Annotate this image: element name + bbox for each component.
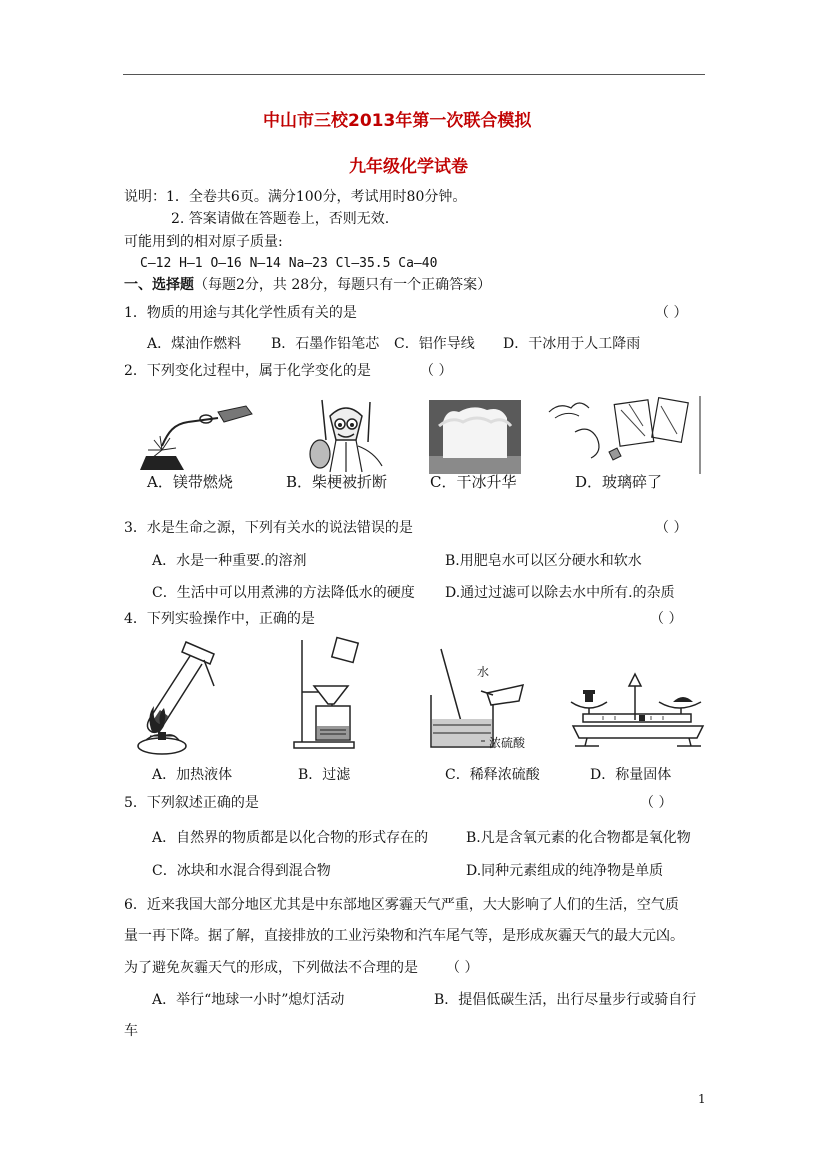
q2-option-b: B．柴梗被折断 — [286, 473, 388, 491]
q1-option-a: A．煤油作燃料 — [147, 336, 242, 352]
label-water: 水 — [477, 665, 490, 679]
atomic-mass-label: 可能用到的相对原子质量: — [124, 234, 283, 250]
note-line-1: 说明：1．全卷共6页。满分100分，考试用时80分钟。 — [124, 189, 467, 205]
section-description: （每题2分，共 28分，每题只有一个正确答案） — [194, 277, 492, 293]
question-2-stem: 2．下列变化过程中，属于化学变化的是 — [124, 363, 371, 379]
figure-magnesium-burning — [134, 398, 264, 474]
figure-dilute-sulfuric-acid — [425, 645, 545, 755]
section-heading — [124, 276, 491, 294]
exam-title: 中山市三校2013年第一次联合模拟 — [263, 111, 532, 131]
question-1-stem: 1．物质的用途与其化学性质有关的是 — [124, 305, 357, 321]
figure-filtration — [290, 636, 370, 751]
question-3-stem: 3．水是生命之源，下列有关水的说法错误的是 — [124, 520, 413, 536]
question-4-stem: 4．下列实验操作中，正确的是 — [124, 611, 315, 627]
q4-option-d: D．称量固体 — [590, 767, 672, 783]
q3-option-d: D.通过过滤可以除去水中所有.的杂质 — [445, 585, 675, 601]
exam-subtitle: 九年级化学试卷 — [349, 157, 468, 177]
q5-option-a: A．自然界的物质都是以化合物的形式存在的 — [152, 830, 429, 846]
q1-option-d: D．干冰用于人工降雨 — [503, 336, 641, 352]
note-line-2: 2. 答案请做在答题卷上，否则无效. — [171, 211, 390, 227]
header-rule — [123, 74, 705, 75]
question-5-bracket: （ ） — [640, 795, 673, 811]
q3-option-b: B.用肥皂水可以区分硬水和软水 — [445, 553, 642, 569]
q6-option-a: A．举行“地球一小时”熄灯活动 — [152, 992, 345, 1008]
q4-option-b: B．过滤 — [298, 767, 351, 783]
q2-option-c: C．干冰升华 — [430, 473, 517, 491]
question-6-stem-line-2: 量一再下降。据了解，直接排放的工业污染物和汽车尾气等，是形成灰霾天气的最大元凶。 — [124, 928, 684, 944]
question-2-bracket: （ ） — [420, 363, 453, 379]
q1-option-c: C．铝作导线 — [394, 336, 475, 352]
label-concentrated-sulfuric-acid: 浓硫酸 — [489, 736, 526, 750]
atomic-mass-values: C—12 H—1 O—16 N—14 Na—23 Cl—35.5 Ca—40 — [140, 256, 438, 271]
q3-option-c: C．生活中可以用煮沸的方法降低水的硬度 — [152, 585, 415, 601]
q2-option-a: A．镁带燃烧 — [147, 473, 233, 491]
q1-option-b: B．石墨作铅笔芯 — [271, 336, 380, 352]
question-5-stem: 5．下列叙述正确的是 — [124, 795, 259, 811]
question-6-stem-line-3: 为了避免灰霾天气的形成，下列做法不合理的是 — [124, 960, 418, 976]
q4-option-a: A．加热液体 — [152, 767, 233, 783]
question-1-bracket: （ ） — [655, 305, 688, 321]
page-number: 1 — [698, 1092, 706, 1106]
question-3-bracket: （ ） — [655, 520, 688, 536]
figure-balance-weighing — [563, 668, 713, 748]
figure-dry-ice-sublimation — [429, 400, 521, 474]
section-title: 一、选择题 — [124, 277, 194, 293]
q5-option-c: C．冰块和水混合得到混合物 — [152, 863, 331, 879]
q6-option-b-wrap: 车 — [124, 1023, 138, 1039]
figure-glass-breaking — [545, 396, 705, 476]
q5-option-b: B.凡是含氧元素的化合物都是氧化物 — [466, 830, 691, 846]
q3-option-a: A．水是一种重要.的溶剂 — [152, 553, 307, 569]
question-6-stem-line-1: 6．近来我国大部分地区尤其是中东部地区雾霾天气严重，大大影响了人们的生活，空气质 — [124, 897, 679, 913]
figure-heating-liquid — [130, 636, 230, 756]
figure-matchstick-breaking — [296, 396, 396, 476]
q2-option-d: D．玻璃碎了 — [575, 473, 663, 491]
question-6-bracket: （ ） — [446, 960, 479, 976]
question-4-bracket: （ ） — [650, 611, 683, 627]
q4-option-c: C．稀释浓硫酸 — [445, 767, 540, 783]
q6-option-b: B．提倡低碳生活，出行尽量步行或骑自行 — [434, 992, 697, 1008]
q5-option-d: D.同种元素组成的纯净物是单质 — [466, 863, 664, 879]
